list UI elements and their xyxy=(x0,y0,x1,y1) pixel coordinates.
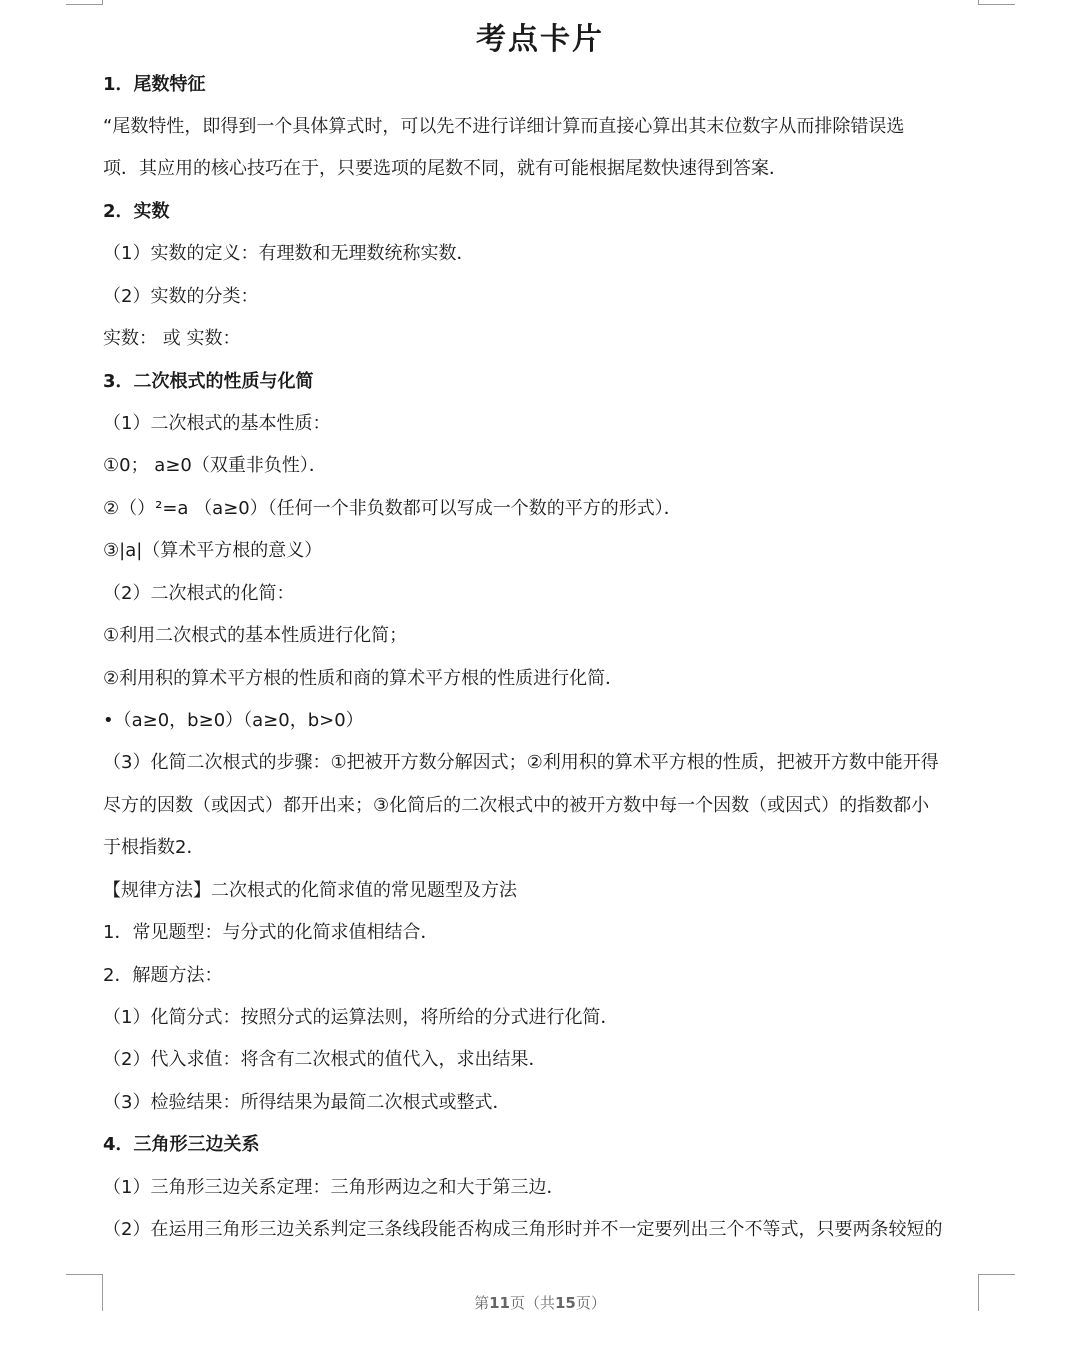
paragraph-line: ②利用积的算术平方根的性质和商的算术平方根的性质进行化简． xyxy=(103,668,624,689)
footer-suffix: 页） xyxy=(575,1294,606,1312)
paragraph-line: （3）检验结果：所得结果为最简二次根式或整式． xyxy=(103,1092,511,1113)
footer-prefix: 第 xyxy=(474,1294,490,1312)
paragraph-line: ①利用二次根式的基本性质进行化简； xyxy=(103,625,408,646)
paragraph-line: 【规律方法】二次根式的化简求值的常见题型及方法 xyxy=(103,880,517,901)
paragraph-line: 于根指数2． xyxy=(103,837,205,858)
paragraph-line: （1）化简分式：按照分式的运算法则，将所给的分式进行化简． xyxy=(103,1007,619,1028)
footer-page-number: 11 xyxy=(489,1294,510,1312)
paragraph-line: ③|a|（算术平方根的意义） xyxy=(103,540,323,561)
paragraph-line: （1）实数的定义：有理数和无理数统称实数． xyxy=(103,243,475,264)
paragraph-line: （2）代入求值：将含有二次根式的值代入，求出结果． xyxy=(103,1049,547,1070)
paragraph-line: •（a≥0，b≥0）（a≥0，b>0） xyxy=(103,710,364,731)
paragraph-line: 实数： 或 实数： xyxy=(103,328,241,349)
page-title: 考点卡片 xyxy=(476,22,604,57)
page-footer xyxy=(0,1292,1080,1313)
heading-real-numbers: 2．实数 xyxy=(103,201,170,222)
paragraph-line: （1）三角形三边关系定理：三角形两边之和大于第三边． xyxy=(103,1177,565,1198)
footer-mid: 页（共 xyxy=(509,1294,555,1312)
heading-tail-feature: 1．尾数特征 xyxy=(103,74,206,95)
paragraph-line: 1．常见题型：与分式的化简求值相结合． xyxy=(103,922,439,943)
paragraph-line: 尽方的因数（或因式）都开出来；③化简后的二次根式中的被开方数中每一个因数（或因式）的指数都小 xyxy=(103,795,930,816)
paragraph-line: 项．其应用的核心技巧在于，只要选项的尾数不同，就有可能根据尾数快速得到答案． xyxy=(103,158,787,179)
heading-triangle-sides: 4．三角形三边关系 xyxy=(103,1134,260,1155)
paragraph-line: （2）实数的分类： xyxy=(103,286,259,307)
paragraph-line: ②（）²=a （a≥0）（任何一个非负数都可以写成一个数的平方的形式）． xyxy=(103,498,682,519)
paragraph-line: （1）二次根式的基本性质： xyxy=(103,413,331,434)
heading-quadratic-radicals: 3．二次根式的性质与化简 xyxy=(103,371,314,392)
paragraph-line: （3）化简二次根式的步骤：①把被开方数分解因式；②利用积的算术平方根的性质，把被开方数中能开得 xyxy=(103,752,939,773)
paragraph-line: “尾数特性，即得到一个具体算式时，可以先不进行详细计算而直接心算出其末位数字从而排除错误选 xyxy=(103,116,905,137)
paragraph-line: 2．解题方法： xyxy=(103,965,223,986)
paragraph-line: ①0； a≥0（双重非负性）． xyxy=(103,455,327,476)
paragraph-line: （2）在运用三角形三边关系判定三条线段能否构成三角形时并不一定要列出三个不等式，只要两条较短的 xyxy=(103,1219,943,1240)
paragraph-line: （2）二次根式的化简： xyxy=(103,583,295,604)
crop-mark-top-left xyxy=(66,0,103,5)
crop-mark-top-right xyxy=(978,0,1015,5)
footer-total-pages: 15 xyxy=(555,1294,576,1312)
